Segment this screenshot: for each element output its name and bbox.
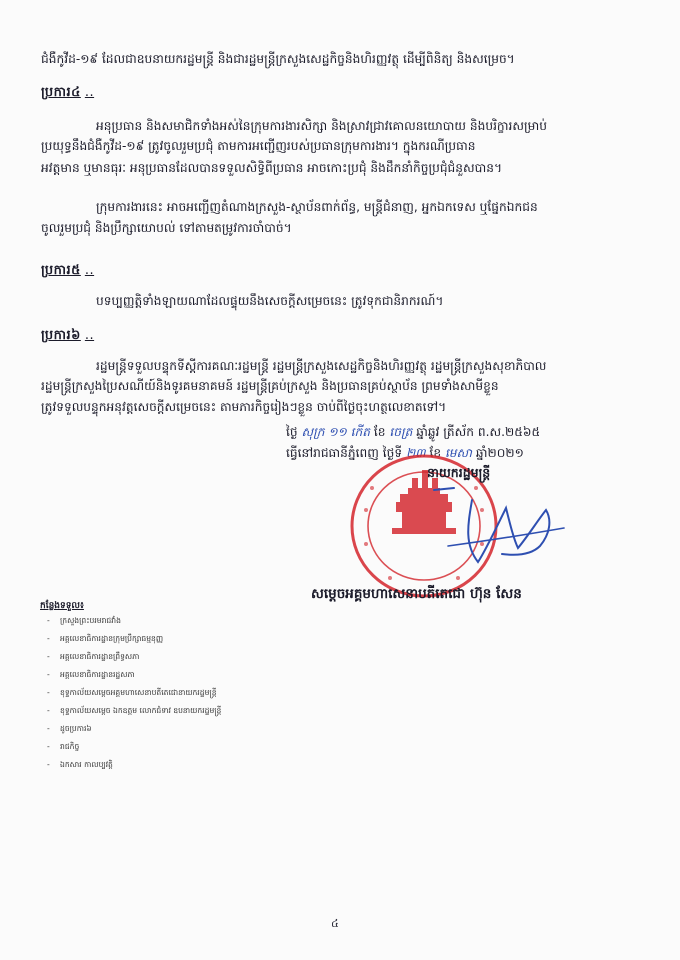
solar-day-handwritten: ២៣ [405,446,426,460]
solar-year: ឆ្នាំ២០២១ [475,446,524,460]
article-4-line-2: ប្រយុទ្ធនឹងជំងឺកូវីដ-១៩ ត្រូវចូលរួមប្រជុំ តាមការអញ្ជើញរបស់ប្រធានក្រុមការងារ។ ក្នុងករណីប្រធាន [41,139,476,153]
signer-name: សម្តេចអគ្គមហាសេនាបតីតេជោ ហ៊ុន សែន [311,586,522,602]
place-prefix: ធ្វើនៅរាជធានីភ្នំពេញ ថ្ងៃទី [286,446,403,460]
handwritten-signature [428,484,568,568]
article-4-line-1: អនុប្រធាន និងសមាជិកទាំងអស់នៃក្រុមការងារសិក្សា និងស្រាវជ្រាវគោលនយោបាយ និងបរិក្ខារសម្រាប់ [96,119,547,133]
recipient-item: - ខុទ្ទកាល័យសម្តេចអគ្គមហាសេនាបតីតេជោនាយករដ្ឋមន្ត្រី [60,688,217,699]
article-4-line-3: អវត្តមាន ឬមានធុរៈ អនុប្រធានដែលបានទទួលសិទ្ធិពីប្រធាន អាចកោះប្រជុំ និងដឹកនាំកិច្ចប្រជុំជំនួសបាន។ [41,161,503,175]
article-4-line-4: ក្រុមការងារនេះ អាចអញ្ជើញតំណាងក្រសួង-ស្ថាប័នពាក់ព័ន្ធ, មន្ត្រីជំនាញ, អ្នកឯកទេស ឬផ្នែកឯកជន [96,200,538,214]
article-4-tail: .. [84,85,95,100]
solar-month-handwritten: មេសា [444,446,473,460]
article-4-line-5: ចូលរួមប្រជុំ និងប្រឹក្សាយោបល់ ទៅតាមតម្រូវការចាំបាច់។ [41,221,292,235]
article-6-label: ប្រការ៦ [41,328,81,343]
recipient-item: - ក្រសួងព្រះបរមរាជវាំង [60,616,121,627]
recipients-heading: កន្លែងទទួល៖ [40,601,84,611]
article-5-tail: .. [84,263,95,278]
recipient-item: - ឯកសារ កាលប្បវត្តិ [60,760,113,771]
recipient-item: - អគ្គលេខាធិការដ្ឋានព្រឹទ្ធសភា [60,652,139,663]
article-6-line-2: រដ្ឋមន្ត្រីក្រសួងប្រៃសណីយ៍និងទូរគមនាគមន៍ រដ្ឋមន្ត្រីគ្រប់ក្រសួង និងប្រធានគ្រប់ស្ថាប័ន ព្រមទាំងសាមីខ្លួន [41,379,499,393]
article-4-label: ប្រការ៤ [41,85,81,100]
article-6-line-1: រដ្ឋមន្ត្រីទទួលបន្ទុកទីស្តីការគណៈរដ្ឋមន្ត្រី រដ្ឋមន្ត្រីក្រសួងសេដ្ឋកិច្ចនិងហិរញ្ញវត្ថុ រដ្ឋមន្ត្រីក្រសួងសុខាភិបាល [96,359,547,373]
article-6-tail: .. [84,328,95,343]
article-6-line-3: ត្រូវទទួលបន្ទុកអនុវត្តសេចក្តីសម្រេចនេះ តាមភារកិច្ចរៀងៗខ្លួន ចាប់ពីថ្ងៃចុះហត្ថលេខាតទៅ។ [41,400,447,414]
article-5-line-1: បទប្បញ្ញត្តិទាំងឡាយណាដែលផ្ទុយនឹងសេចក្តីសម្រេចនេះ ត្រូវទុកជានិរាករណ៍។ [96,294,444,308]
recipient-item: - ខុទ្ទកាល័យសម្តេច ឯកឧត្តម លោកជំទាវ ឧបនាយករដ្ឋមន្ត្រី [60,706,221,717]
article-4-heading [41,84,94,103]
lunar-prefix: ថ្ងៃ [286,425,298,439]
lunar-month-label: ខែ [373,425,386,439]
lunar-date-line [286,424,540,440]
recipient-item: - អគ្គលេខាធិការដ្ឋានក្រុមប្រឹក្សាធម្មនុញ្ញ [60,634,163,645]
intro-line: ជំងឺកូវីដ-១៩ ដែលជាឧបនាយករដ្ឋមន្ត្រី និងជារដ្ឋមន្ត្រីក្រសួងសេដ្ឋកិច្ចនិងហិរញ្ញវត្ថុ ដើម្បីពិនិត្យ និងសម្រេច។ [41,52,515,66]
article-5-label: ប្រការ៥ [41,263,81,278]
recipient-item: - អគ្គលេខាធិការដ្ឋានរដ្ឋសភា [60,670,135,681]
recipient-item: - ដូចប្រការ៦ [60,724,92,735]
lunar-month-handwritten: ចេត្រ [389,425,413,439]
solar-month-label: ខែ [429,446,442,460]
lunar-day-handwritten: សុក្រ ១១ កើត [301,425,370,439]
recipient-item: - រាជកិច្ច [60,742,79,753]
lunar-suffix: ឆ្នាំឆ្លូវ ត្រីស័ក ព.ស.២៥៦៥ [416,425,541,439]
signature-title: នាយករដ្ឋមន្ត្រី [427,465,491,480]
page-number: ៤ [331,917,339,930]
article-5-heading [41,262,94,281]
article-6-heading [41,327,94,346]
